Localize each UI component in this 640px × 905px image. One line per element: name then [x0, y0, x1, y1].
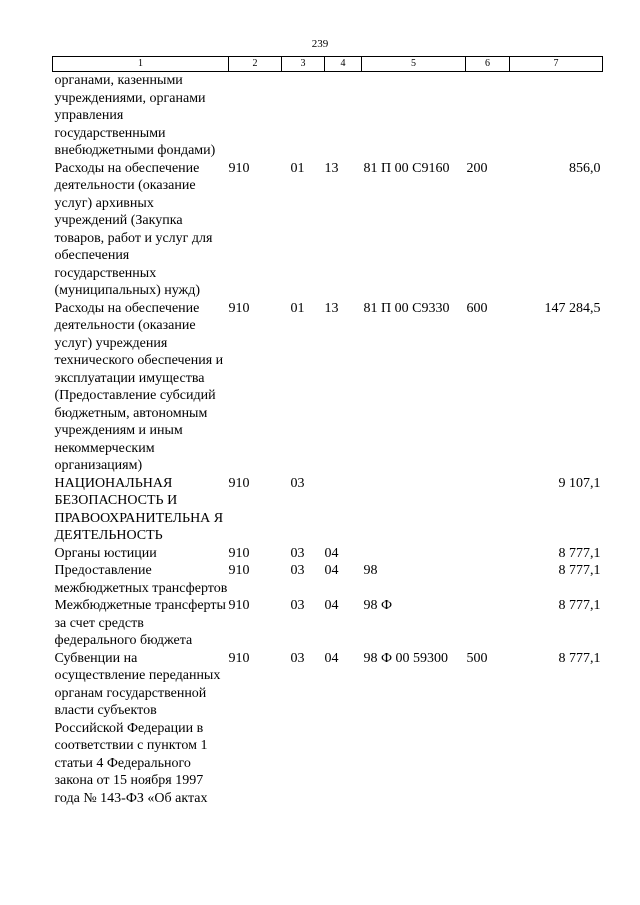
subsection-code [325, 72, 362, 160]
column-number: 3 [282, 57, 325, 72]
grbs-code: 910 [228, 300, 250, 316]
expense-type-code [466, 562, 510, 597]
table-row [53, 300, 603, 475]
table-row [53, 72, 603, 160]
expense-type-code: 600 [466, 300, 488, 316]
subsection-code: 13 [324, 160, 339, 176]
section-code: 03 [290, 563, 305, 578]
target-article-code [362, 475, 466, 545]
grbs-code: 910 [228, 563, 250, 578]
grbs-code: 910 [228, 650, 250, 666]
row-name: Расходы на обеспечение деятельности (оказание услуг) архивных учреждений (Закупка товаров, работ и услуг для обеспечения государственных (муниципальных) нужд) [54, 160, 213, 298]
expense-type-code: 500 [466, 650, 488, 666]
expense-type-code [466, 475, 510, 545]
subsection-code: 13 [324, 300, 339, 316]
amount: 8 777,1 [558, 598, 601, 613]
section-code [282, 72, 325, 160]
section-code: 03 [290, 475, 305, 491]
amount: 856,0 [569, 160, 601, 176]
grbs-code: 910 [228, 160, 250, 176]
target-article-code [362, 545, 466, 563]
column-number-row [53, 57, 603, 72]
section-code: 03 [290, 545, 305, 561]
target-article-code: 98 [363, 563, 378, 578]
grbs-code: 910 [228, 545, 250, 561]
subsection-code: 04 [324, 563, 339, 578]
table-row [53, 597, 603, 650]
section-code: 03 [290, 598, 305, 613]
amount: 147 284,5 [544, 300, 601, 316]
row-name: НАЦИОНАЛЬНАЯ БЕЗОПАСНОСТЬ И ПРАВООХРАНИТЕЛЬНА Я ДЕЯТЕЛЬНОСТЬ [54, 475, 224, 543]
budget-table [52, 56, 603, 807]
grbs-code: 910 [228, 475, 250, 491]
table-row [53, 545, 603, 563]
expense-type-code [466, 545, 510, 563]
subsection-code [325, 475, 362, 545]
column-number: 6 [466, 57, 510, 72]
target-article-code [362, 72, 466, 160]
row-name: Субвенции на осуществление переданных органам государственной власти субъектов Российской Федерации в соответствии с пунктом 1 статьи 4 Федерального закона от 15 ноября 1997 года № 143-ФЗ «Об актах [54, 650, 221, 806]
amount: 8 777,1 [558, 650, 601, 666]
amount: 8 777,1 [558, 545, 601, 561]
amount: 9 107,1 [558, 475, 601, 491]
target-article-code: 81 П 00 С9330 [363, 300, 450, 316]
expense-type-code [466, 597, 510, 650]
subsection-code: 04 [324, 598, 339, 613]
column-number: 1 [53, 57, 229, 72]
row-name: Предоставление межбюджетных трансфертов [54, 563, 228, 596]
target-article-code: 98 Ф 00 59300 [363, 650, 449, 666]
subsection-code: 04 [324, 650, 339, 666]
target-article-code: 98 Ф [363, 598, 393, 613]
column-number: 2 [229, 57, 282, 72]
section-code: 01 [290, 300, 305, 316]
grbs-code [229, 72, 282, 160]
column-number: 4 [325, 57, 362, 72]
row-name: Органы юстиции [54, 545, 157, 561]
target-article-code: 81 П 00 С9160 [363, 160, 450, 176]
table-row [53, 160, 603, 300]
column-number: 5 [362, 57, 466, 72]
page-number: 239 [311, 38, 329, 50]
expense-type-code [466, 72, 510, 160]
amount [510, 72, 603, 160]
subsection-code: 04 [324, 545, 339, 561]
grbs-code: 910 [228, 598, 250, 613]
row-name: органами, казенными учреждениями, органами управления государственными внебюджетными фондами) [54, 73, 216, 158]
section-code: 01 [290, 160, 305, 176]
section-code: 03 [290, 650, 305, 666]
column-number: 7 [510, 57, 603, 72]
row-name: Межбюджетные трансферты за счет средств федерального бюджета [54, 598, 226, 648]
table-row [53, 475, 603, 545]
expense-type-code: 200 [466, 160, 488, 176]
row-name: Расходы на обеспечение деятельности (оказание услуг) учреждения технического обеспечения и эксплуатации имущества (Предоставление субсидий бюджетным, автономным учреждениям и иным некоммерческим организациям) [54, 300, 224, 473]
amount: 8 777,1 [558, 563, 601, 578]
table-row [53, 562, 603, 597]
table-row [53, 650, 603, 808]
